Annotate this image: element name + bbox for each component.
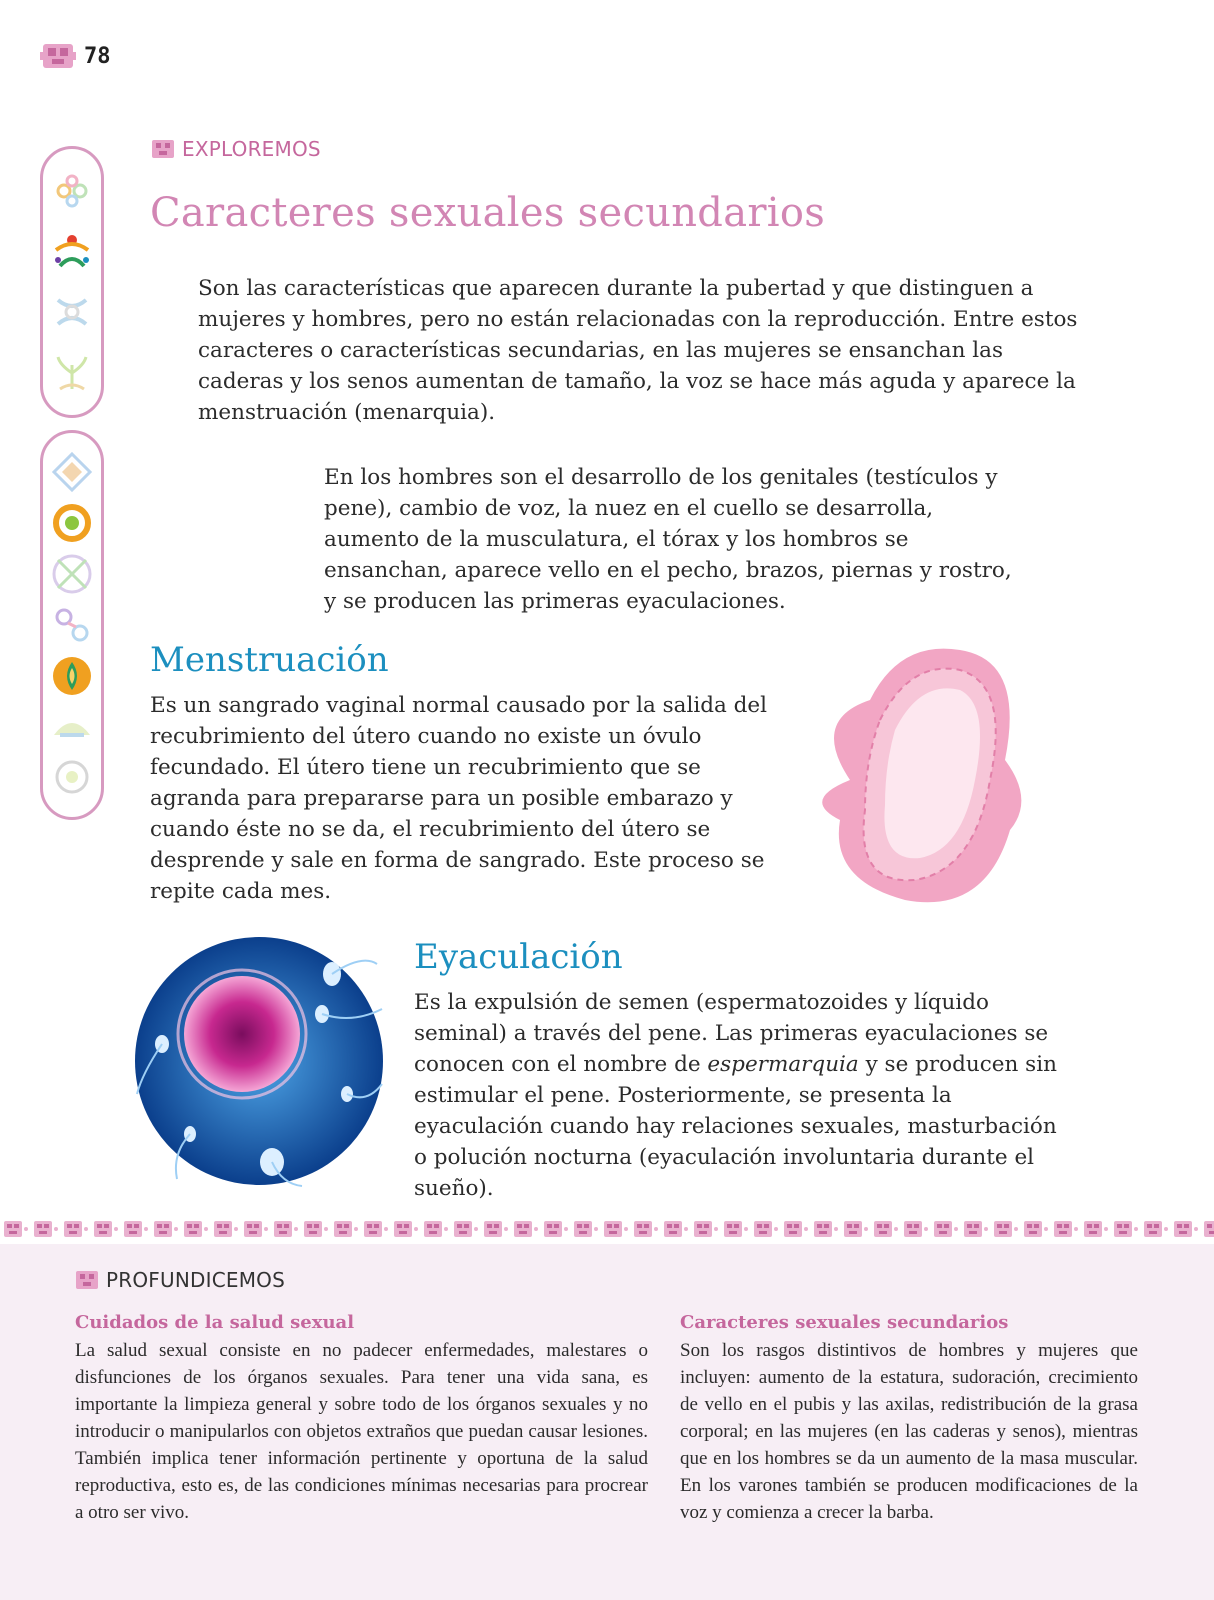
dancing-figure-icon <box>50 230 94 274</box>
sanitary-pad-illustration <box>810 630 1040 920</box>
mound-icon <box>50 705 94 749</box>
page-title: Caracteres sexuales secundarios <box>150 190 826 236</box>
ring-icon <box>50 501 94 545</box>
knot-icon <box>50 290 94 334</box>
sexual-health-heading: Cuidados de la salud sexual <box>75 1312 355 1333</box>
explore-section-label <box>150 136 321 162</box>
ovum-sperm-illustration <box>132 934 386 1188</box>
ejaculation-paragraph <box>414 987 1074 1204</box>
menstruation-paragraph: Es un sangrado vaginal normal causado por la salida del recubrimiento del útero cuando no existe un óvulo fecundado. El útero tiene un recubrimiento que se agranda para prepararse para un posible embarazo y cuando éste no se da, el recubrimiento del útero se desprende y sale en forma de sangrado. Este proceso se repite cada mes. <box>150 693 767 904</box>
glyph-emblem-icon <box>74 1267 100 1293</box>
page-header <box>40 38 111 74</box>
ejaculation-term: espermarquia <box>707 1052 859 1077</box>
flower-icon <box>50 169 94 213</box>
page-number: 78 <box>84 43 111 69</box>
spiral-icon <box>50 603 94 647</box>
sexual-health-paragraph: La salud sexual consiste en no padecer enfermedades, malestares o disfunciones de los órganos sexuales. Para tener una vida sana, es importante la limpieza general y sobre todo de los órganos sexuales y no introducir o manipularlos con objetos extraños que puedan causar lesiones. También implica tener información pertinente y oportuna de la salud reproductiva, esto es, de las condiciones mínimas necesarias para procrear a otro ser vivo. <box>75 1340 648 1523</box>
men-paragraph: En los hombres son el desarrollo de los genitales (testículos y pene), cambio de voz, la nuez en el cuello se desarrolla, aumento de la musculatura, el tórax y los hombros se ensanchan, aparece vello en el pecho, brazos, piernas y rostro, y se producen las primeras eyaculaciones. <box>324 465 1012 614</box>
ejaculation-text-part: y se producen sin estimular el pene. Posteriormente, se presenta la eyaculación cuando hay relaciones sexuales, masturbación o polución nocturna (eyaculación involuntaria durante el sueño). <box>414 1052 1057 1201</box>
side-rail-bottom <box>40 430 104 820</box>
ejaculation-text-part: Es la expulsión de semen (espermatozoides y líquido seminal) a través del pene. Las primeras eyaculaciones se conocen con el nombre de <box>414 990 1049 1077</box>
star-tile-icon <box>50 552 94 596</box>
deepen-label-text: PROFUNDICEMOS <box>106 1268 285 1292</box>
intro-paragraph: Son las características que aparecen durante la pubertad y que distinguen a mujeres y hombres, pero no están relacionadas con la reproducción. Entre estos caracteres o características secundarias, en las mujeres se ensanchan las caderas y los senos aumentan de tamaño, la voz se hace más aguda y aparece la menstruación (menarquia). <box>198 276 1078 425</box>
decorative-border-strip <box>0 1214 1214 1244</box>
glyph-emblem-icon <box>40 38 76 74</box>
secondary-traits-heading: Caracteres sexuales secundarios <box>680 1312 1009 1333</box>
explore-label-text: EXPLOREMOS <box>182 137 321 161</box>
ejaculation-heading: Eyaculación <box>414 937 623 977</box>
side-rail-top <box>40 146 104 418</box>
diamond-icon <box>50 450 94 494</box>
glyph-emblem-icon <box>150 136 176 162</box>
deepen-section-label <box>74 1267 285 1293</box>
menstruation-heading: Menstruación <box>150 640 389 680</box>
secondary-traits-paragraph: Son los rasgos distintivos de hombres y mujeres que incluyen: aumento de la estatura, sudoración, crecimiento de vello en el pubis y las axilas, redistribución de la grasa corporal; en las mujeres (en las caderas y senos), mientras que en los hombres se da un aumento de la masa muscular. En los varones también se producen modificaciones de la voz y comienza a crecer la barba. <box>680 1340 1138 1523</box>
lotus-icon <box>50 654 94 698</box>
plant-icon <box>50 351 94 395</box>
circle-motif-icon <box>50 755 94 799</box>
